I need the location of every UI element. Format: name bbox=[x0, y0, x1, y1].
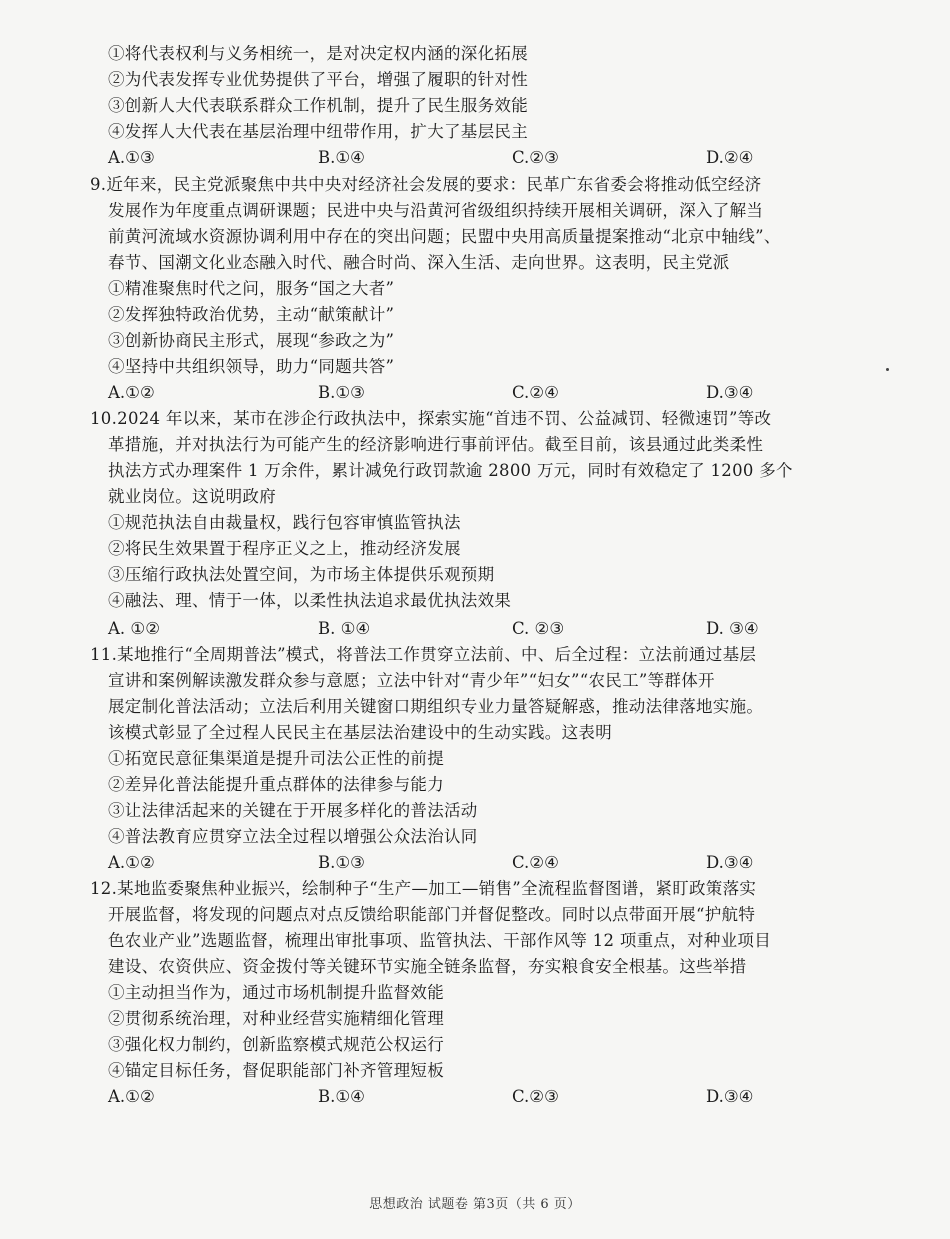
q8-item-2: ②为代表发挥专业优势提供了平台，增强了履职的针对性 bbox=[108, 70, 528, 89]
q12-item-4: ④锚定目标任务，督促职能部门补齐管理短板 bbox=[108, 1061, 444, 1080]
q9-stem-line-1: 9.近年来，民主党派聚焦中共中央对经济社会发展的要求：民革广东省委会将推动低空经济 bbox=[90, 175, 762, 194]
q11-item-1: ①拓宽民意征集渠道是提升司法公正性的前提 bbox=[108, 749, 444, 768]
q8-item-4: ④发挥人大代表在基层治理中纽带作用，扩大了基层民主 bbox=[108, 122, 528, 141]
q11-option-c: C.②④ bbox=[512, 853, 559, 872]
q9-option-a: A.①② bbox=[108, 383, 155, 402]
q12-stem-line-4: 建设、农资供应、资金拨付等关键环节实施全链条监督，夯实粮食安全根基。这些举措 bbox=[108, 957, 747, 976]
q9-item-4: ④坚持中共组织领导，助力“同题共答” bbox=[108, 357, 395, 376]
q10-item-2: ②将民生效果置于程序正义之上，推动经济发展 bbox=[108, 539, 461, 558]
q10-item-3: ③压缩行政执法处置空间，为市场主体提供乐观预期 bbox=[108, 565, 495, 584]
q10-option-b: B. ①④ bbox=[318, 619, 371, 638]
q12-item-2: ②贯彻系统治理，对种业经营实施精细化管理 bbox=[108, 1009, 444, 1028]
q9-option-d: D.③④ bbox=[706, 383, 754, 402]
q8-item-1: ①将代表权利与义务相统一，是对决定权内涵的深化拓展 bbox=[108, 44, 528, 63]
q8-option-a: A.①③ bbox=[108, 148, 155, 167]
q11-stem-line-1: 11.某地推行“全周期普法”模式，将普法工作贯穿立法前、中、后全过程：立法前通过基层 bbox=[90, 645, 757, 664]
page-footer: 思想政治 试题卷 第3页（共 6 页） bbox=[369, 1197, 581, 1212]
q11-item-4: ④普法教育应贯穿立法全过程以增强公众法治认同 bbox=[108, 827, 478, 846]
q12-option-c: C.②③ bbox=[512, 1087, 559, 1106]
q8-option-b: B.①④ bbox=[318, 148, 365, 167]
q12-stem-line-2: 开展监督，将发现的问题点对点反馈给职能部门并督促整改。同时以点带面开展“护航特 bbox=[108, 905, 756, 924]
q9-option-b: B.①③ bbox=[318, 383, 365, 402]
q10-option-c: C. ②③ bbox=[512, 619, 565, 638]
q12-option-b: B.①④ bbox=[318, 1087, 365, 1106]
q12-option-a: A.①② bbox=[108, 1087, 155, 1106]
q12-stem-line-3: 色农业产业”选题监督，梳理出审批事项、监管执法、干部作风等 12 项重点，对种业项目 bbox=[108, 931, 772, 950]
q9-item-3: ③创新协商民主形式，展现“参政之为” bbox=[108, 331, 395, 350]
q11-stem-line-4: 该模式彰显了全过程人民民主在基层法治建设中的生动实践。这表明 bbox=[108, 723, 612, 742]
q10-item-4: ④融法、理、情于一体，以柔性执法追求最优执法效果 bbox=[108, 591, 512, 610]
q12-option-d: D.③④ bbox=[706, 1087, 754, 1106]
q9-stem-line-4: 春节、国潮文化业态融入时代、融合时尚、深入生活、走向世界。这表明，民主党派 bbox=[108, 253, 730, 272]
q12-stem-line-1: 12.某地监委聚焦种业振兴，绘制种子“生产—加工—销售”全流程监督图谱，紧盯政策落实 bbox=[90, 879, 757, 898]
q11-item-2: ②差异化普法能提升重点群体的法律参与能力 bbox=[108, 775, 444, 794]
q8-option-c: C.②③ bbox=[512, 148, 559, 167]
q11-option-b: B.①③ bbox=[318, 853, 365, 872]
q10-option-a: A. ①② bbox=[108, 619, 160, 638]
q11-stem-line-3: 展定制化普法活动；立法后利用关键窗口期组织专业力量答疑解惑，推动法律落地实施。 bbox=[108, 697, 764, 716]
q8-option-d: D.②④ bbox=[706, 148, 754, 167]
scan-speck bbox=[886, 368, 889, 371]
q9-item-1: ①精准聚焦时代之问，服务“国之大者” bbox=[108, 279, 395, 298]
q9-stem-line-2: 发展作为年度重点调研课题；民进中央与沿黄河省级组织持续开展相关调研，深入了解当 bbox=[108, 201, 764, 220]
q9-option-c: C.②④ bbox=[512, 383, 559, 402]
q10-option-d: D. ③④ bbox=[706, 619, 759, 638]
q12-item-3: ③强化权力制约，创新监察模式规范公权运行 bbox=[108, 1035, 444, 1054]
q11-stem-line-2: 宣讲和案例解读激发群众参与意愿；立法中针对“青少年”“妇女”“农民工”等群体开 bbox=[108, 671, 715, 690]
q10-item-1: ①规范执法自由裁量权，践行包容审慎监管执法 bbox=[108, 513, 461, 532]
q12-item-1: ①主动担当作为，通过市场机制提升监督效能 bbox=[108, 983, 444, 1002]
q10-stem-line-4: 就业岗位。这说明政府 bbox=[108, 487, 276, 506]
q10-stem-line-2: 革措施，并对执法行为可能产生的经济影响进行事前评估。截至目前，该县通过此类柔性 bbox=[108, 435, 764, 454]
q11-option-d: D.③④ bbox=[706, 853, 754, 872]
q11-item-3: ③让法律活起来的关键在于开展多样化的普法活动 bbox=[108, 801, 478, 820]
q10-stem-line-1: 10.2024 年以来，某市在涉企行政执法中，探索实施“首违不罚、公益减罚、轻微速罚”等改 bbox=[90, 409, 772, 428]
q9-stem-line-3: 前黄河流域水资源协调利用中存在的突出问题；民盟中央用高质量提案推动“北京中轴线”、 bbox=[108, 227, 781, 246]
q8-item-3: ③创新人大代表联系群众工作机制，提升了民生服务效能 bbox=[108, 96, 528, 115]
q9-item-2: ②发挥独特政治优势，主动“献策献计” bbox=[108, 305, 395, 324]
q11-option-a: A.①② bbox=[108, 853, 155, 872]
q10-stem-line-3: 执法方式办理案件 1 万余件，累计减免行政罚款逾 2800 万元，同时有效稳定了 1200 多个 bbox=[108, 461, 793, 480]
